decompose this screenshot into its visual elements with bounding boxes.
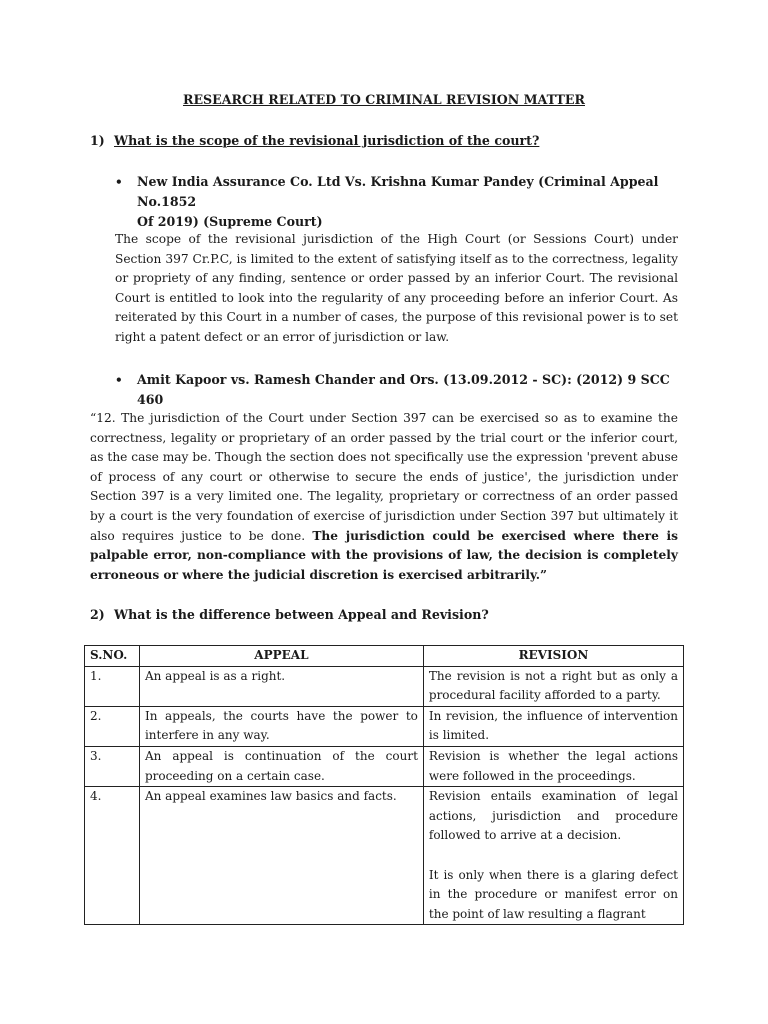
question-2-number: 2) bbox=[90, 607, 105, 622]
case-1-line-1: New India Assurance Co. Ltd Vs. Krishna Kumar Pandey (Criminal Appeal No.1852 bbox=[137, 174, 659, 209]
cell-appeal: An appeal is as a right. bbox=[139, 666, 423, 706]
bullet-icon: • bbox=[115, 373, 123, 387]
appeal-revision-table bbox=[84, 645, 684, 925]
cell-revision: In revision, the influence of intervention is limited. bbox=[423, 706, 683, 746]
question-1-text: What is the scope of the revisional jurisdiction of the court? bbox=[114, 133, 540, 148]
cell-revision: Revision is whether the legal actions were followed in the proceedings. bbox=[423, 746, 683, 786]
cell-revision: The revision is not a right but as only a procedural facility afforded to a party. bbox=[423, 666, 683, 706]
cell-revision-text: Revision entails examination of legal actions, jurisdiction and procedure followed to arrive at a decision. bbox=[428, 789, 678, 843]
page-title: RESEARCH RELATED TO CRIMINAL REVISION MATTER bbox=[182, 92, 585, 107]
bullet-icon: • bbox=[115, 175, 123, 189]
cell-sno: 2. bbox=[85, 706, 140, 746]
case-2-text: Amit Kapoor vs. Ramesh Chander and Ors. (13.09.2012 - SC): (2012) 9 SCC 460 bbox=[137, 372, 670, 407]
table-row bbox=[85, 666, 684, 706]
table-row bbox=[85, 746, 684, 786]
header-sno: S.NO. bbox=[85, 646, 140, 667]
cell-revision bbox=[423, 787, 683, 925]
table-row bbox=[85, 787, 684, 925]
cell-revision-extra: It is only when there is a glaring defect in the procedure or manifest error on the point of law resulting a flagrant bbox=[428, 867, 678, 921]
cell-appeal: An appeal is continuation of the court proceeding on a certain case. bbox=[139, 746, 423, 786]
quote-normal-text: “12. The jurisdiction of the Court under Section 397 can be exercised so as to examine the correctness, legality or proprietary of an order passed by the trial court or the inferior court, as the case may be. Though the section does not specifically use the expression 'prevent abuse of process of any court or otherwise to secure the ends of justice', the jurisdiction under Section 397 is a very limited one. The legality, proprietary or correctness of an order passed by a court is the very foundation of exercise of jurisdiction under Section 397 but ultimately it also requires justice to be done. bbox=[90, 411, 678, 543]
scope-paragraph: The scope of the revisional jurisdiction of the High Court (or Sessions Court) under Section 397 Cr.P.C, is limited to the extent of satisfying itself as to the correctness, legality or propriety of any finding, sentence or order passed by an inferior Court. The revisional Court is entitled to look into the regularity of any proceeding before an inferior Court. As reiterated by this Court in a number of cases, the purpose of this revisional power is to set right a patent defect or an error of jurisdiction or law. bbox=[115, 232, 678, 344]
header-appeal: APPEAL bbox=[139, 646, 423, 667]
table-header-row bbox=[85, 646, 684, 667]
cell-appeal: An appeal examines law basics and facts. bbox=[139, 787, 423, 925]
table-row bbox=[85, 706, 684, 746]
cell-sno: 1. bbox=[85, 666, 140, 706]
cell-sno: 3. bbox=[85, 746, 140, 786]
judgment-quote bbox=[90, 409, 678, 585]
cell-gap bbox=[429, 846, 678, 866]
cell-appeal: In appeals, the courts have the power to interfere in any way. bbox=[139, 706, 423, 746]
case-1-line-2: Of 2019) (Supreme Court) bbox=[137, 214, 323, 229]
question-1-number: 1) bbox=[90, 133, 105, 148]
question-1 bbox=[90, 133, 539, 148]
cell-sno: 4. bbox=[85, 787, 140, 925]
question-2 bbox=[90, 607, 489, 622]
header-revision: REVISION bbox=[423, 646, 683, 667]
quote-bold-text: The jurisdiction could be exercised where there is palpable error, non-compliance with the provisions of law, the decision is completely erroneous or where the judicial discretion is exercised arbitrarily.” bbox=[90, 528, 678, 582]
case-1-citation bbox=[115, 172, 683, 232]
question-2-text: What is the difference between Appeal and Revision? bbox=[114, 607, 489, 622]
case-2-citation bbox=[115, 370, 683, 410]
